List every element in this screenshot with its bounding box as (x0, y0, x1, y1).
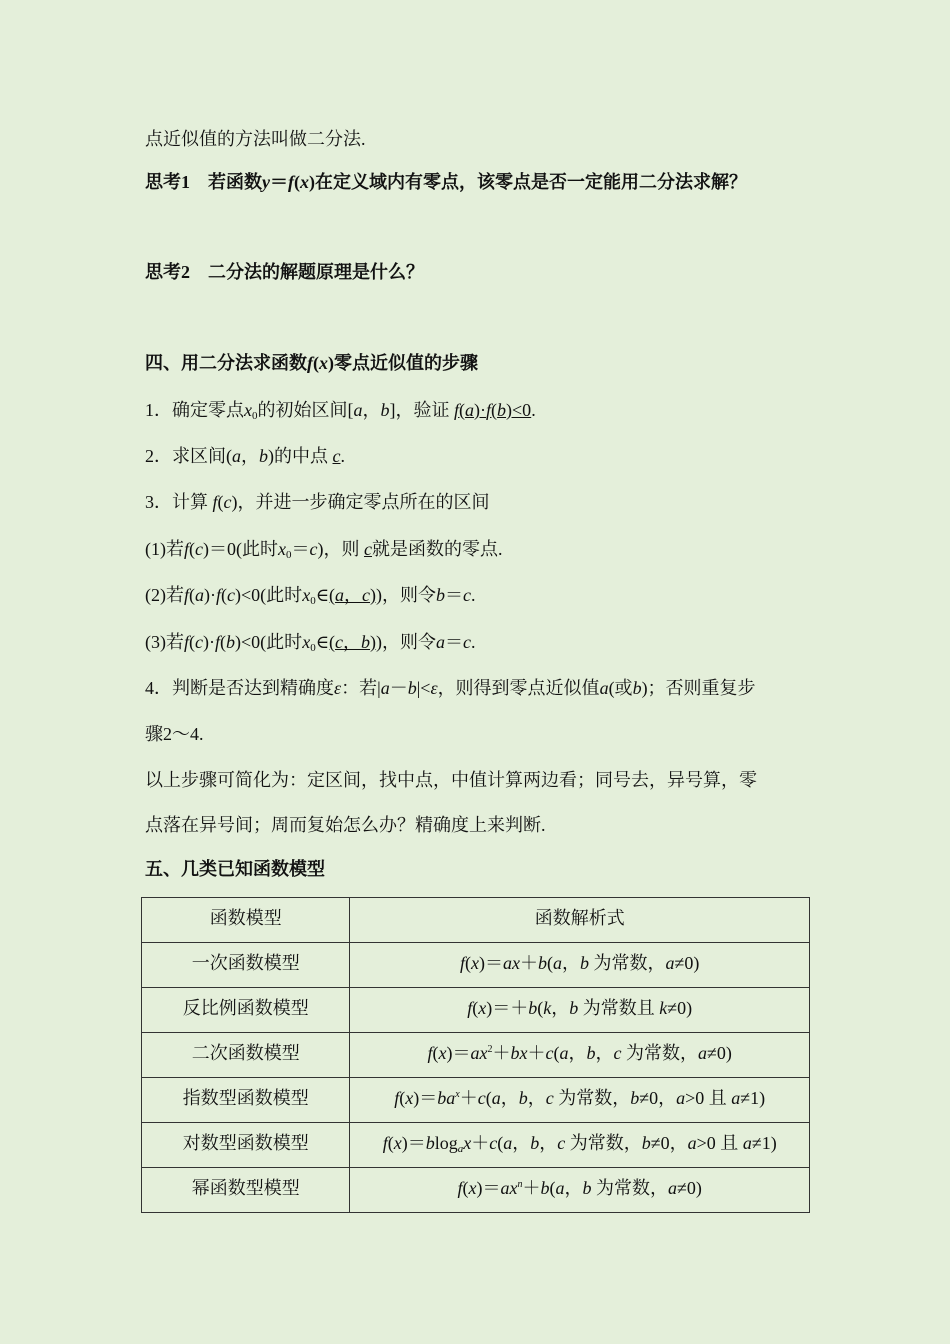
table-cell-formula: $f(x)=ax^2+bx+c(a$，b，c 为常数，a≠0) (350, 1033, 810, 1078)
table-header-row (142, 898, 810, 943)
intro-tail: 点近似值的方法叫做二分法. (145, 129, 366, 149)
table-cell-formula: f(x)＝blog$_a$x＋c(a，b，c 为常数，b≠0，a>0 且 a≠1) (350, 1123, 810, 1168)
table-cell-formula: f(x)＝＋b(k，b 为常数且 k≠0) (350, 988, 810, 1033)
step-3-2: (2)若f(a)·f(c)<0(此时$x_0\in(a$，c))，则令b＝c. (145, 585, 476, 607)
table-cell-formula: $f(x)=ax^n+b(a$，b 为常数，a≠0) (350, 1168, 810, 1213)
table-header-cell: 函数模型 (142, 898, 350, 943)
table-header-cell: 函数解析式 (350, 898, 810, 943)
think-2: 思考2 二分法的解题原理是什么？ (145, 262, 424, 282)
table-row (142, 1033, 810, 1078)
table-cell-model: 指数型函数模型 (142, 1078, 350, 1123)
summary-line-1: 以上步骤可简化为：定区间，找中点，中值计算两边看；同号去，异号算，零 (145, 770, 757, 790)
think-1: 思考1 若函数y＝f(x)在定义域内有零点，该零点是否一定能用二分法求解？ (145, 172, 747, 192)
step-3-3: (3)若f(c)·f(b)<0(此时$x_0\in(c$，b))，则令a＝c. (145, 632, 476, 654)
step-4: 4．判断是否达到精确度ε：若|a－b|<ε，则得到零点近似值a(或b)；否则重复步 (145, 678, 756, 698)
step-2: 2．求区间(a，b)的中点 c. (145, 446, 345, 466)
think-2-label: 思考2 (145, 262, 190, 282)
summary-line-2: 点落在异号间；周而复始怎么办？精确度上来判断. (145, 815, 546, 835)
step-1: 1．确定零点$x_0$的初始区间[a，b]，验证 f(a)·f(b)<0. (145, 400, 536, 422)
table-row (142, 943, 810, 988)
table-cell-model: 一次函数模型 (142, 943, 350, 988)
step-3-1: (1)若f(c)＝0(此时$x_0=c$)，则 c就是函数的零点. (145, 539, 503, 561)
table-row (142, 1123, 810, 1168)
step-4-cont: 骤2～4. (145, 724, 204, 744)
step-2-midpoint: c (332, 446, 341, 466)
table-cell-formula: f(x)＝ax＋b(a，b 为常数，a≠0) (350, 943, 810, 988)
table-row (142, 988, 810, 1033)
section-4-title: 四、用二分法求函数f(x)零点近似值的步骤 (145, 353, 478, 373)
table-cell-model: 对数型函数模型 (142, 1123, 350, 1168)
think-1-label: 思考1 (145, 172, 190, 192)
table-cell-model: 二次函数模型 (142, 1033, 350, 1078)
section-5-title: 五、几类已知函数模型 (145, 859, 325, 879)
step-1-condition: f(a)·f(b)<0 (454, 400, 532, 420)
step-3: 3．计算 f(c)，并进一步确定零点所在的区间 (145, 492, 490, 512)
table-row (142, 1168, 810, 1213)
function-model-table (141, 897, 810, 1213)
table-cell-formula: $f(x)=ba^x+c(a$，b，c 为常数，b≠0，a>0 且 a≠1) (350, 1078, 810, 1123)
table-cell-model: 幂函数型模型 (142, 1168, 350, 1213)
table-cell-model: 反比例函数模型 (142, 988, 350, 1033)
table-row (142, 1078, 810, 1123)
